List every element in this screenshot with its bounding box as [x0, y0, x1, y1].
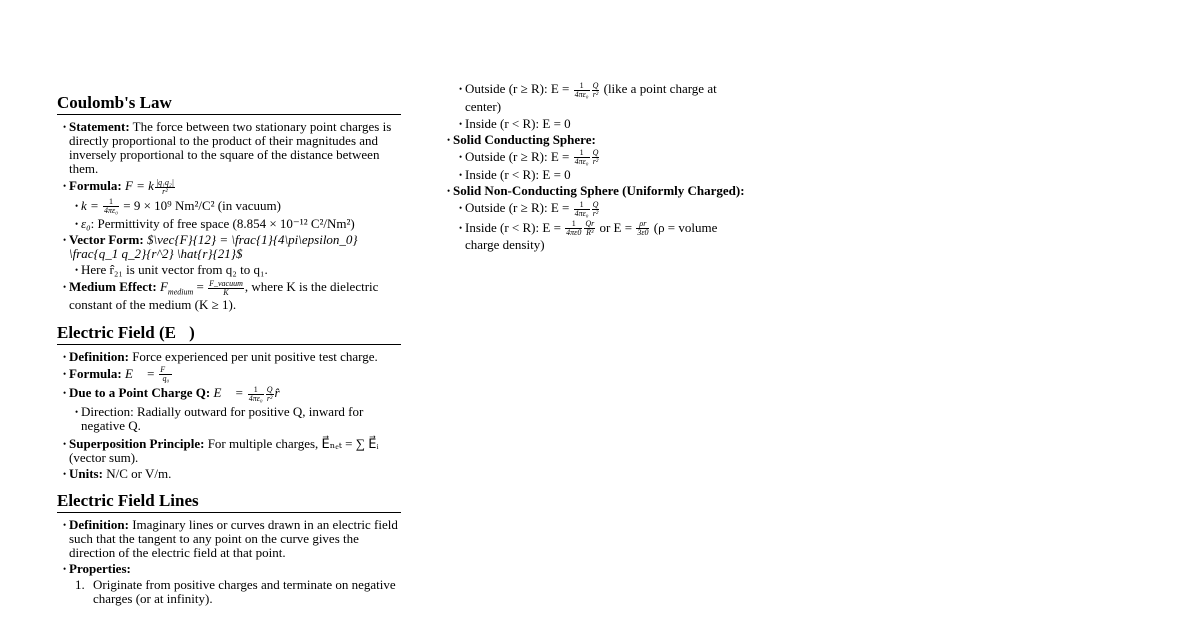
field-formula-fraction: $\frac{F⃗}{\text{q₀}}$	[160, 365, 172, 384]
conducting-outside-fraction-2: $\frac{Q}{\text{r²}}$	[592, 148, 599, 167]
field-definition-label: Definition:	[69, 348, 129, 364]
units-text: N/C or V/m.	[106, 465, 172, 481]
k-rhs: = 9 × 10⁹ Nm²/C²	[123, 197, 215, 213]
nonconducting-inside-fraction-2: $\frac{Qr}{\text{R³}}$	[585, 219, 595, 238]
medium-lhs: F	[159, 279, 168, 295]
nonconducting-outside-fraction-1: $\frac{1}{\text{4πε₀}}$	[574, 199, 589, 218]
epsilon-symbol: ε₀	[81, 216, 91, 232]
epsilon-text: : Permittivity of free space (8.854 × 10⁻¹² C²/Nm²)	[90, 216, 355, 232]
nonconducting-outside-item	[441, 200, 751, 218]
point-charge-fraction-1: $\frac{1}{\text{4πε₀}}$	[248, 384, 263, 403]
k-constant-item	[57, 198, 401, 216]
property-1-number: 1.	[75, 576, 85, 592]
nonconducting-outside-pre: Outside (r ≥ R): E =	[465, 200, 570, 216]
direction-item	[57, 405, 401, 433]
left-column	[57, 93, 401, 616]
property-1-text: Originate from positive charges and terminate on negative charges (or at infinity).	[93, 576, 396, 606]
k-lhs: k =	[81, 197, 99, 213]
conducting-outside-fraction-1: $\frac{1}{\text{4πε₀}}$	[574, 148, 589, 167]
formula-label: Formula:	[69, 178, 122, 193]
units-label: Units:	[69, 465, 103, 481]
properties-label: Properties:	[69, 560, 131, 576]
k-note: (in vacuum)	[217, 197, 281, 213]
medium-sub: medium	[167, 287, 194, 297]
k-fraction: $\frac{1}{\text{4πε₀}}$	[104, 197, 118, 216]
field-section	[57, 323, 401, 481]
formula-item	[57, 178, 401, 196]
nonconducting-inside-fraction-1: $\frac{1}{4\pi\varepsilon 0}$	[566, 219, 582, 238]
unit-vector-item	[57, 263, 401, 277]
unit-vector-text: Here r̂₂₁ is unit vector from q₂ to q₁.	[81, 262, 268, 278]
point-charge-item	[57, 385, 401, 403]
right-column	[441, 81, 751, 255]
units-item	[57, 467, 401, 481]
shell-outside-post: (like a point charge at center)	[465, 81, 717, 114]
statement-label: Statement:	[69, 119, 130, 134]
medium-fraction: F_vacuum K	[209, 278, 243, 297]
field-lines-definition-label: Definition:	[69, 516, 129, 532]
superposition-text: For multiple charges, E⃗ₙₑₜ = ∑ E⃗ᵢ (vector sum).	[69, 435, 379, 465]
vector-form-label: Vector Form:	[69, 232, 144, 248]
field-definition-text: Force experienced per unit positive test charge.	[132, 348, 378, 364]
field-lines-heading: Electric Field Lines	[57, 491, 401, 513]
shell-inside-item	[441, 117, 751, 131]
field-lines-definition-text: Imaginary lines or curves drawn in an electric field such that the tangent to any point on the curve gives the direction of the electric field at that point.	[69, 516, 398, 560]
shell-inside-text: Inside (r < R): E = 0	[465, 115, 571, 131]
vector-form-text: $\vec{F}{12} = \frac{1}{4\pi\epsilon_0} \frac{q_1 q_2}{r^2} \hat{r}{21}$	[69, 232, 358, 262]
medium-effect-item	[57, 279, 401, 313]
nonconducting-inside-item	[441, 220, 751, 254]
coulomb-heading: Coulomb's Law	[57, 93, 401, 115]
shell-outside-fraction-2: $\frac{Q}{\text{r²}}$	[592, 80, 599, 99]
medium-text: , where K is the dielectric constant of the medium (K ≥ 1).	[69, 279, 379, 312]
conducting-inside-text: Inside (r < R): E = 0	[465, 167, 571, 183]
formula-fraction: $\frac{\text{|q₁q₂|}}{\text{r²}}$	[155, 177, 174, 196]
nonconducting-sphere-item	[441, 184, 751, 198]
statement-text: The force between two stationary point charges is directly proportional to the product of their magnitudes and inversely proportional to the square of the distance between them.	[69, 119, 392, 176]
conducting-outside-pre: Outside (r ≥ R): E =	[465, 148, 570, 164]
field-lines-section	[57, 491, 401, 606]
statement-item	[57, 120, 401, 176]
field-formula-lhs: E⃗ =	[124, 365, 156, 381]
nonconducting-inside-post: (ρ = volume charge density)	[465, 219, 718, 253]
field-formula-label: Formula:	[69, 365, 122, 381]
nonconducting-outside-fraction-2: $\frac{Q}{\text{r²}}$	[592, 199, 599, 218]
shell-outside-item	[441, 81, 751, 115]
property-1-item	[57, 578, 401, 606]
superposition-label: Superposition Principle:	[69, 435, 205, 451]
point-charge-lhs: E⃗ =	[213, 385, 244, 401]
nonconducting-inside-or: or E =	[599, 219, 633, 235]
point-charge-label: Due to a Point Charge Q:	[69, 385, 211, 401]
conducting-sphere-label: Solid Conducting Sphere:	[453, 131, 596, 147]
formula-lhs: F = k	[124, 178, 154, 193]
coulomb-section	[57, 93, 401, 313]
point-charge-unit-vector: r̂	[274, 385, 280, 401]
field-formula-item	[57, 366, 401, 384]
conducting-sphere-item	[441, 133, 751, 147]
conducting-inside-item	[441, 168, 751, 182]
superposition-item	[57, 437, 401, 465]
shell-outside-fraction-1: $\frac{1}{\text{4πε₀}}$	[574, 80, 589, 99]
field-definition-item	[57, 350, 401, 364]
epsilon-item	[57, 217, 401, 231]
field-lines-definition-item	[57, 518, 401, 560]
properties-item	[57, 562, 401, 576]
medium-effect-label: Medium Effect:	[69, 279, 157, 295]
shell-outside-pre: Outside (r ≥ R): E =	[465, 81, 570, 96]
field-heading: Electric Field (E⃗)	[57, 323, 401, 345]
nonconducting-inside-pre: Inside (r < R): E =	[465, 219, 561, 235]
nonconducting-sphere-label: Solid Non-Conducting Sphere (Uniformly Charged):	[453, 183, 745, 199]
direction-text: Direction: Radially outward for positive Q, inward for negative Q.	[81, 403, 364, 433]
vector-form-item	[57, 233, 401, 261]
nonconducting-inside-fraction-3: $\frac{\rho r}{3\varepsilon 0}$	[637, 219, 649, 238]
conducting-outside-item	[441, 149, 751, 167]
medium-eq: =	[196, 279, 204, 295]
point-charge-fraction-2: $\frac{Q}{\text{r²}}$	[266, 384, 273, 403]
